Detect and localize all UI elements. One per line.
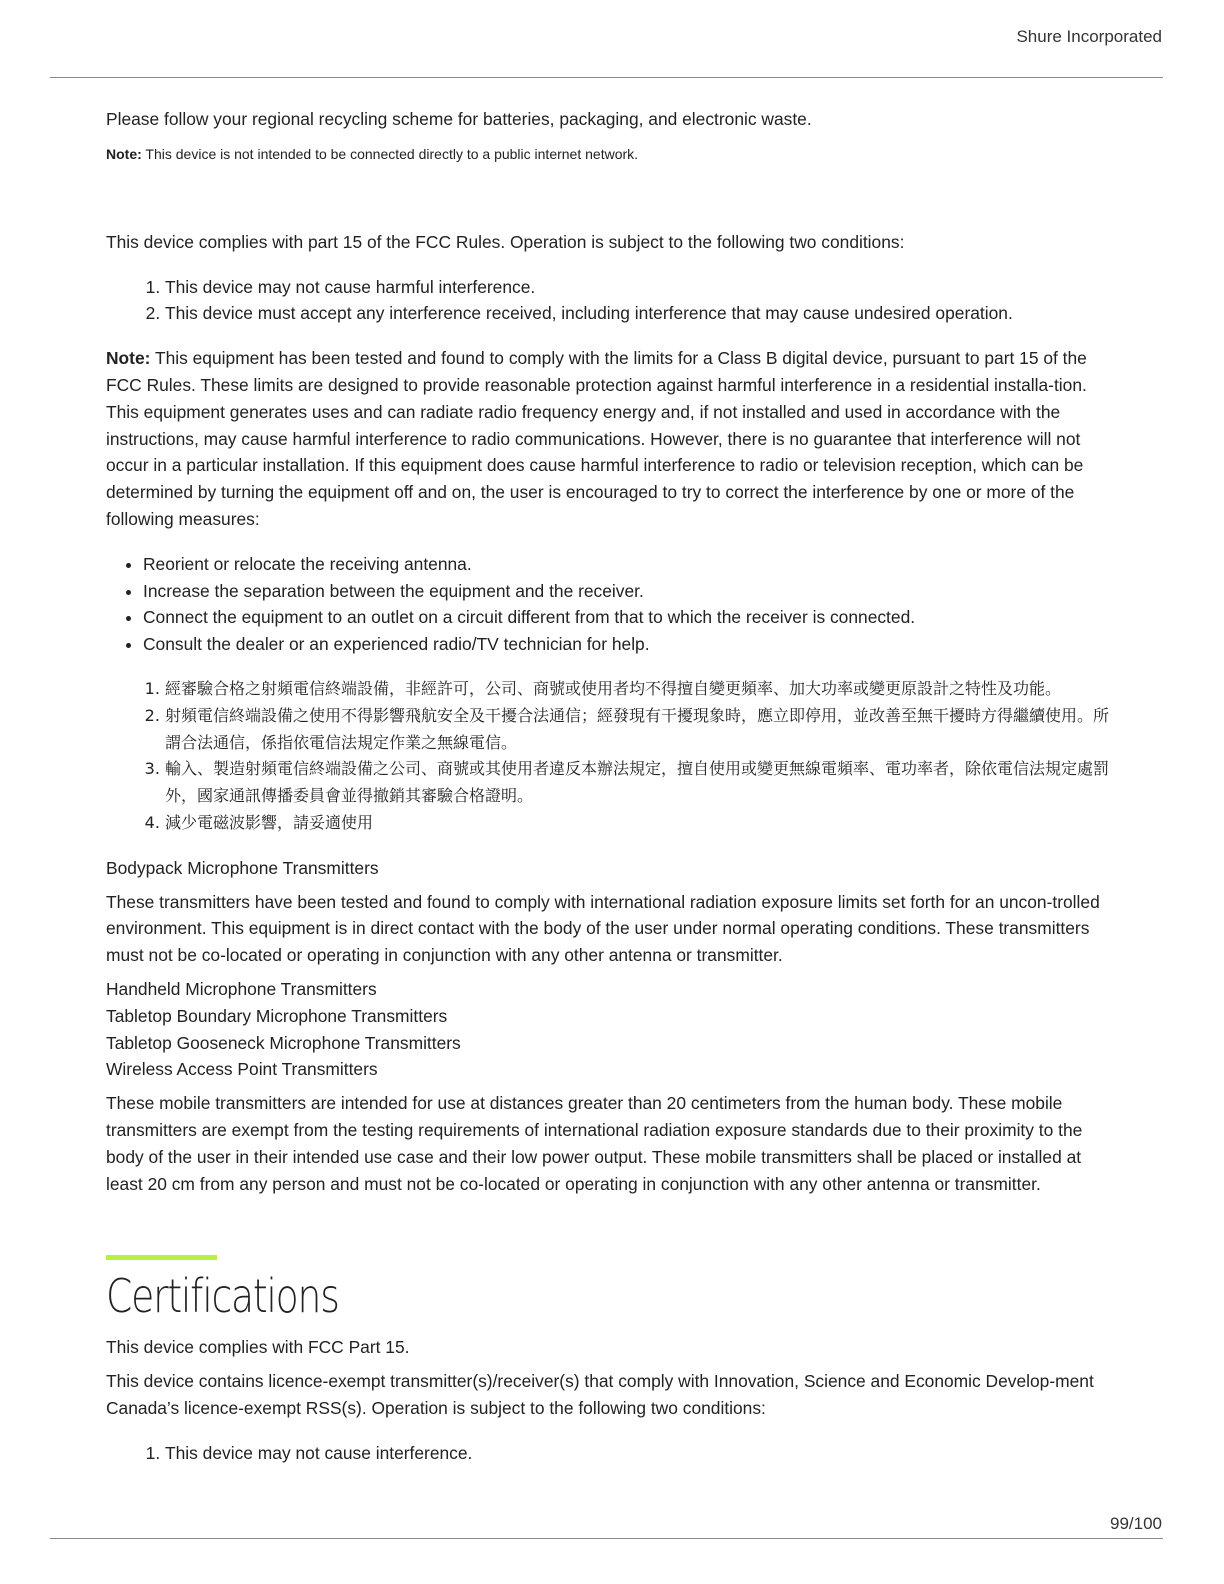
list-item: 2. 射頻電信終端設備之使用不得影響飛航安全及干擾合法通信；經發現有干擾現象時，應立即停用，並改善至無干擾時方得繼續使用。所謂合法通信，係指依電信法規定作業之無線電信。 [165,703,1110,757]
fcc-conditions-list [106,274,1110,328]
list-item: 3. 輸入、製造射頻電信終端設備之公司、商號或其使用者違反本辦法規定，擅自使用或變更無線電頻率、電功率者，除依電信法規定處罰外，國家通訊傳播委員會並得撤銷其審驗合格證明。 [165,756,1110,810]
bodypack-text: These transmitters have been tested and found to comply with international radiation exposure limits set forth for an uncon-trolled environment. This equipment is in direct contact with the body of the user under normal operating conditions. These transmitters must not be co-located or operating in conjunction with any other antenna or transmitter. [106,891,1100,966]
transmitter-type: Tabletop Gooseneck Microphone Transmitters [106,1032,461,1053]
page-number: 99/100 [1110,1514,1162,1533]
ised-conditions-list [106,1440,1110,1467]
internet-note [106,145,1110,163]
list-item: • Connect the equipment to an outlet on a circuit different from that to which the receiver is connected. [143,604,1110,631]
list-item: 1. This device may not cause harmful interference. [165,274,1110,301]
bodypack-title: Bodypack Microphone Transmitters [106,857,379,878]
list-item: 2. This device must accept any interference received, including interference that may cause undesired operation. [165,300,1110,327]
list-item: • Increase the separation between the equipment and the receiver. [143,578,1110,605]
note-text: This device is not intended to be connected directly to a public internet network. [141,145,639,162]
header-divider [50,77,1163,78]
ised-paragraph: This device contains licence-exempt transmitter(s)/receiver(s) that comply with Innovation, Science and Economic Develop-ment Canada’s licence-exempt RSS(s). Operation is subject to the following two conditions: [106,1371,1094,1418]
list-item: 4. 減少電磁波影響，請妥適使用 [165,810,1110,837]
mobile-transmitter-types [106,976,1110,1083]
list-item: • Reorient or relocate the receiving antenna. [143,551,1110,578]
transmitter-type: Handheld Microphone Transmitters [106,978,377,999]
taiwan-ncc-list [106,676,1110,837]
page-content [106,106,1110,1484]
transmitter-type: Tabletop Boundary Microphone Transmitters [106,1005,448,1026]
transmitter-type: Wireless Access Point Transmitters [106,1059,378,1080]
measures-list [106,551,1110,658]
section-accent-bar [106,1255,217,1260]
list-item: 1. This device may not cause interference. [165,1440,1110,1467]
header-brand: Shure Incorporated [1016,27,1162,46]
certifications-heading: Certifications [106,1269,339,1324]
note-text: This equipment has been tested and found to comply with the limits for a Class B digital device, pursuant to part 15 of the FCC Rules. These limits are designed to provide reasonable protection against harmful interference in a residential installa-tion. This equipment generates uses and can radiate radio frequency energy and, if not installed and used in accordance with the instructions, may cause harmful interference to radio communications. However, there is no guarantee that interference will not occur in a particular installation. If this equipment does cause harmful interference to radio or television reception, which can be determined by turning the equipment off and on, the user is encouraged to try to correct the interference by one or more of the following measures: [106,348,1087,529]
list-item: 1. 經審驗合格之射頻電信終端設備，非經許可，公司、商號或使用者均不得擅自變更頻率、加大功率或變更原設計之特性及功能。 [165,676,1110,703]
recycling-paragraph: Please follow your regional recycling scheme for batteries, packaging, and electronic waste. [106,109,812,129]
fcc-part15-line: This device complies with FCC Part 15. [106,1337,410,1358]
list-item: • Consult the dealer or an experienced radio/TV technician for help. [143,631,1110,658]
note-label: Note: [106,348,151,369]
class-b-note [106,345,1110,533]
footer-divider [50,1538,1163,1539]
fcc-intro: This device complies with part 15 of the FCC Rules. Operation is subject to the following two conditions: [106,231,905,252]
note-label: Note: [106,145,142,162]
mobile-transmitter-text: These mobile transmitters are intended for use at distances greater than 20 centimeters from the human body. These mobile transmitters are exempt from the testing requirements of international radiation exposure standards due to their proximity to the body of the user in their intended use case and their low power output. These mobile transmitters shall be placed or installed at least 20 cm from any person and must not be co-located or operating in conjunction with any other antenna or transmitter. [106,1093,1083,1194]
